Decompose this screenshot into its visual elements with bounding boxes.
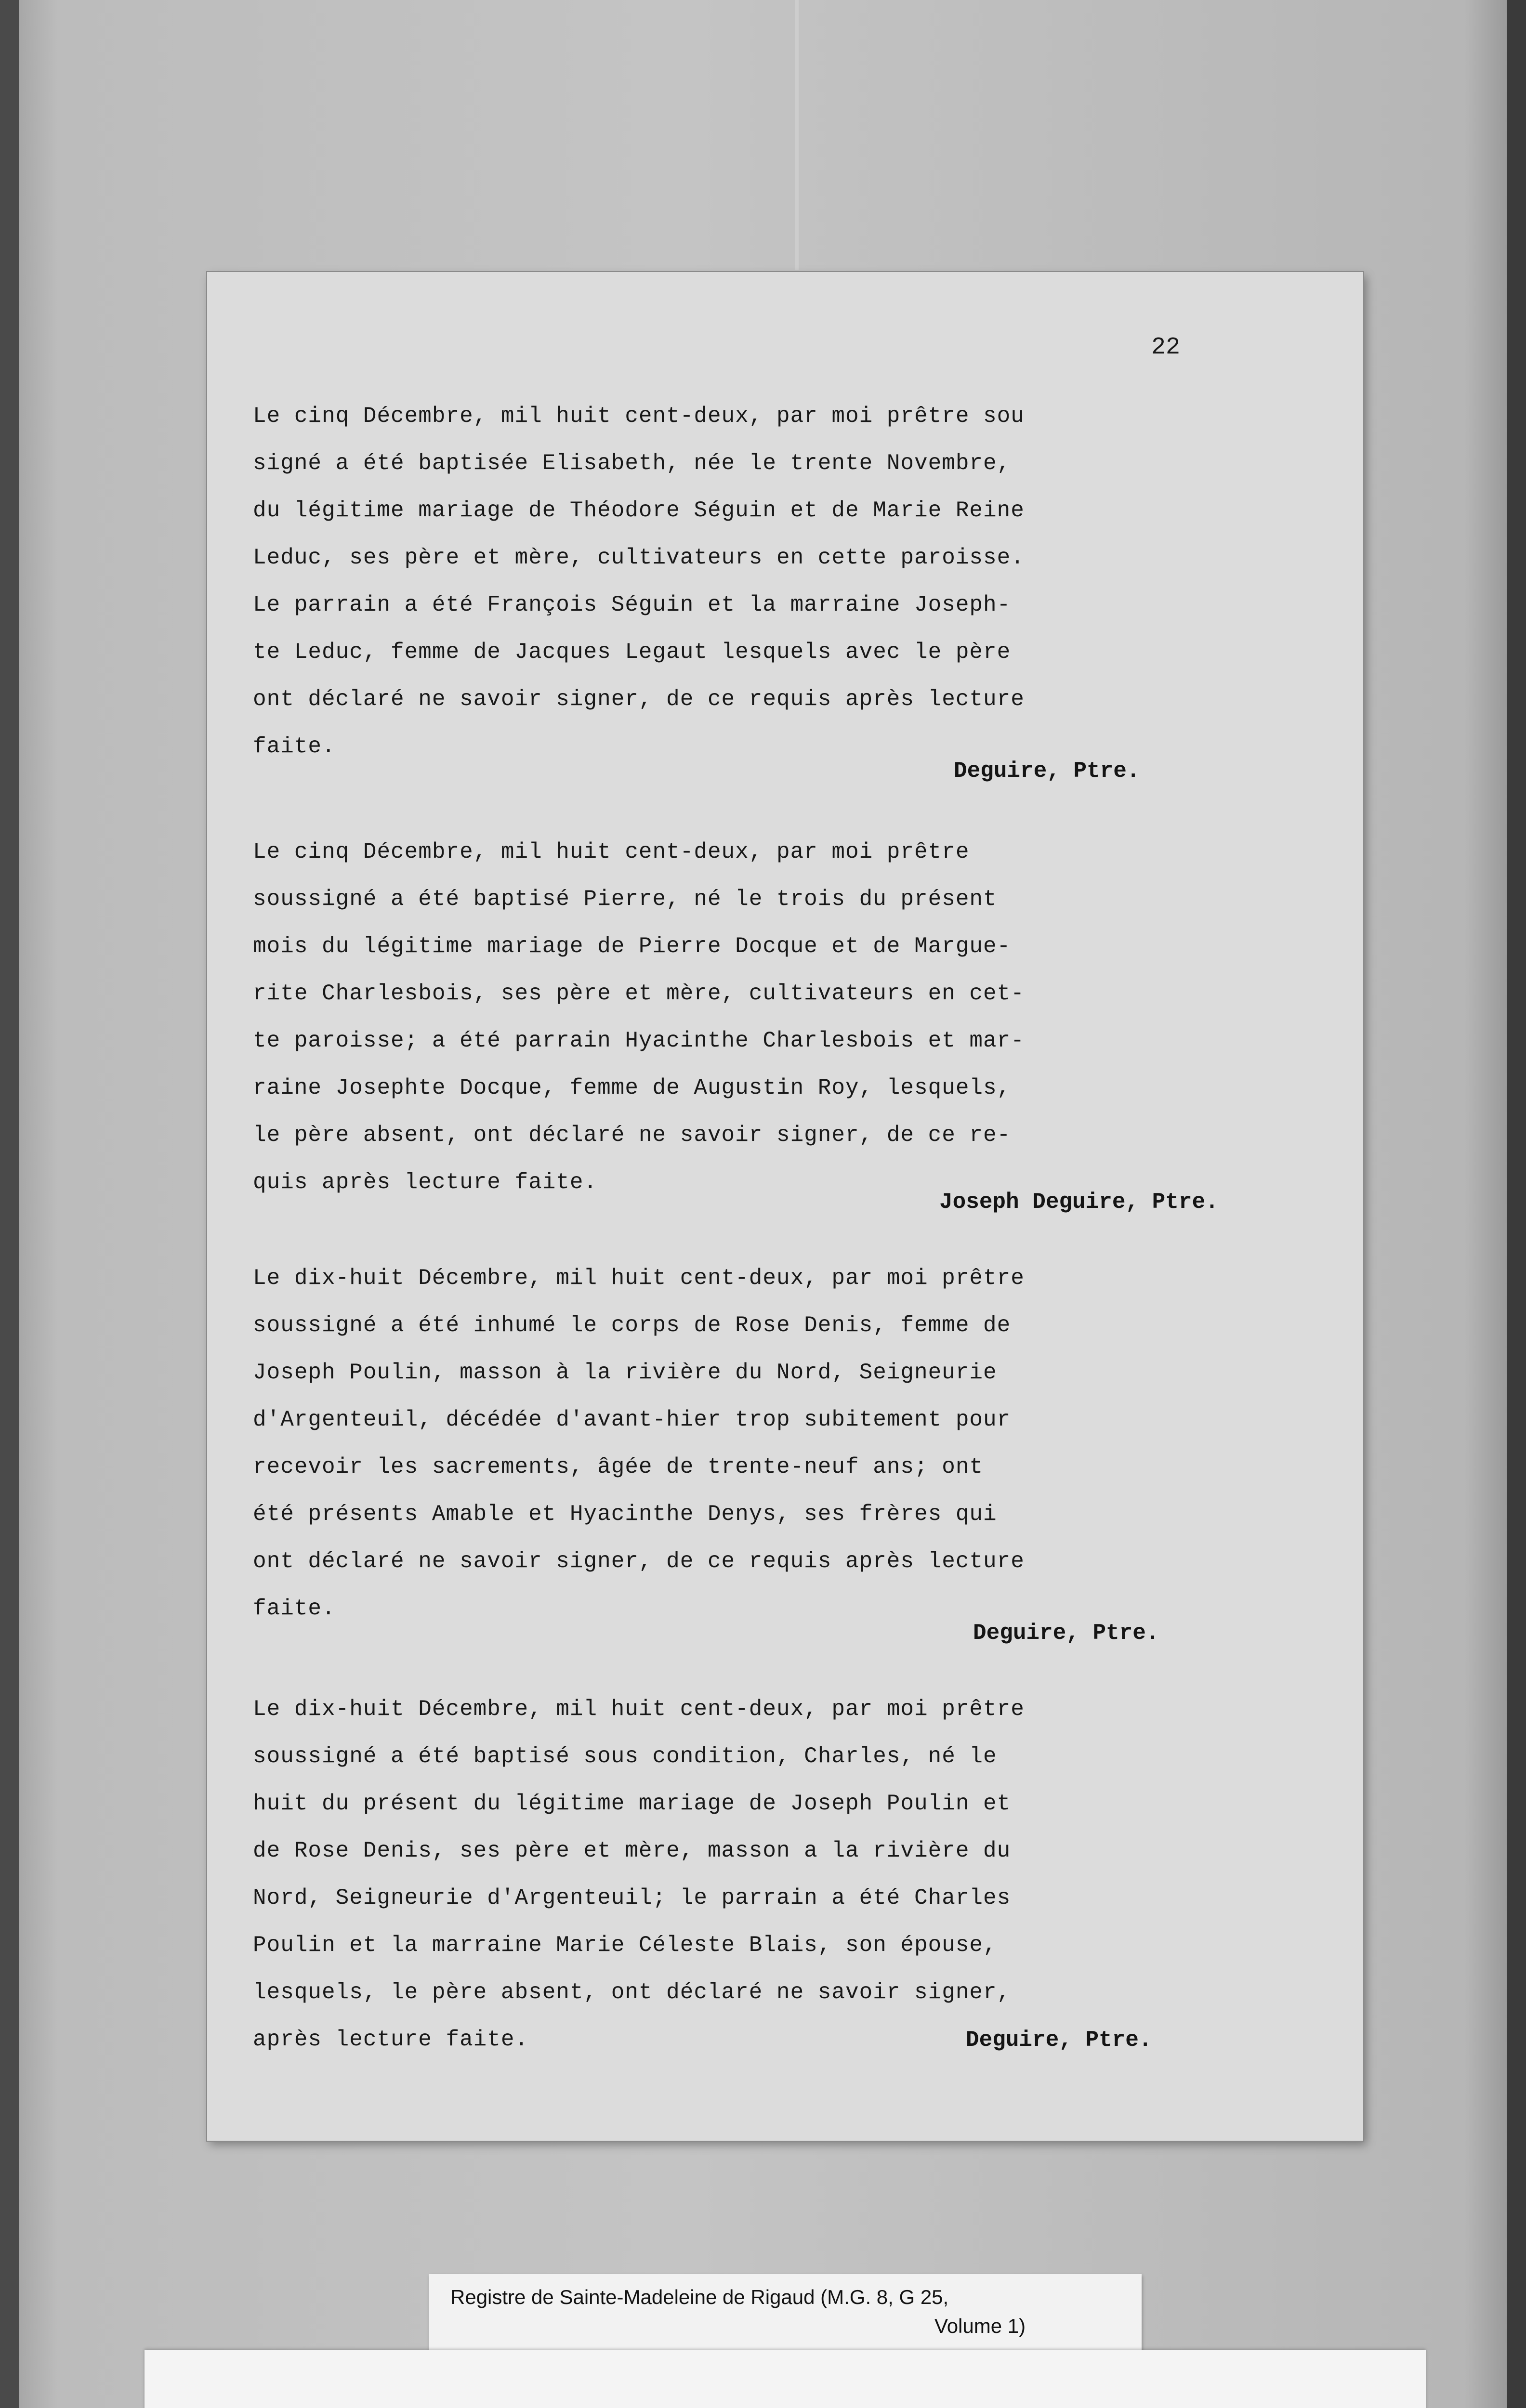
entry-line: signé a été baptisée Elisabeth, née le trente Novembre, (253, 451, 1011, 476)
entry-line: de Rose Denis, ses père et mère, masson a la rivière du (253, 1838, 1011, 1863)
priest-signature: Deguire, Ptre. (966, 2028, 1152, 2053)
entry-line: le père absent, ont déclaré ne savoir signer, de ce re- (253, 1123, 1011, 1148)
entry-line: Le dix-huit Décembre, mil huit cent-deux, par moi prêtre (253, 1697, 1025, 1722)
caption-line-1: Registre de Sainte-Madeleine de Rigaud (M.G. 8, G 25, (450, 2286, 949, 2308)
entry-line: Leduc, ses père et mère, cultivateurs en cette paroisse. (253, 545, 1025, 570)
entry-line: faite. (253, 734, 336, 759)
page-number: 22 (1151, 334, 1181, 361)
entry-line: soussigné a été inhumé le corps de Rose Denis, femme de (253, 1313, 1011, 1338)
entry-line: soussigné a été baptisé sous condition, Charles, né le (253, 1744, 997, 1769)
entry-line: rite Charlesbois, ses père et mère, cultivateurs en cet- (253, 981, 1025, 1006)
entry-line: raine Josephte Docque, femme de Augustin Roy, lesquels, (253, 1075, 1011, 1100)
entry-line: après lecture faite. (253, 2027, 529, 2052)
entry-line: quis après lecture faite. (253, 1170, 598, 1195)
entry-line: Le cinq Décembre, mil huit cent-deux, par moi prêtre sou (253, 404, 1025, 429)
entry-line: Le parrain a été François Séguin et la marraine Joseph- (253, 592, 1011, 617)
entry-line: Le cinq Décembre, mil huit cent-deux, par moi prêtre (253, 839, 970, 864)
film-seam (795, 0, 799, 270)
priest-signature: Deguire, Ptre. (973, 1621, 1159, 1646)
entry-line: te paroisse; a été parrain Hyacinthe Charlesbois et mar- (253, 1028, 1025, 1053)
film-edge-right (1507, 0, 1526, 2408)
entry-line: Nord, Seigneurie d'Argenteuil; le parrain a été Charles (253, 1885, 1011, 1911)
entry-line: soussigné a été baptisé Pierre, né le trois du présent (253, 887, 997, 912)
entry-line: lesquels, le père absent, ont déclaré ne savoir signer, (253, 1980, 1011, 2005)
register-entry (253, 393, 1274, 770)
priest-signature: Joseph Deguire, Ptre. (939, 1190, 1219, 1215)
entry-line: Joseph Poulin, masson à la rivière du Nord, Seigneurie (253, 1360, 997, 1385)
entry-line: d'Argenteuil, décédée d'avant-hier trop subitement pour (253, 1407, 1011, 1432)
entry-line: Poulin et la marraine Marie Céleste Blais, son épouse, (253, 1933, 997, 1958)
register-caption-label (429, 2274, 1142, 2351)
entry-line: ont déclaré ne savoir signer, de ce requis après lecture (253, 687, 1025, 712)
register-page (207, 272, 1363, 2141)
film-edge-left (0, 0, 19, 2408)
entry-line: mois du légitime mariage de Pierre Docque et de Margue- (253, 934, 1011, 959)
entry-line: été présents Amable et Hyacinthe Denys, ses frères qui (253, 1502, 997, 1527)
entry-line: faite. (253, 1596, 336, 1621)
entry-line: te Leduc, femme de Jacques Legaut lesquels avec le père (253, 640, 1011, 665)
entry-line: ont déclaré ne savoir signer, de ce requis après lecture (253, 1549, 1025, 1574)
priest-signature: Deguire, Ptre. (954, 759, 1140, 784)
public-archives-card (145, 2350, 1426, 2408)
register-entry (253, 1686, 1274, 2016)
register-entry (253, 1255, 1274, 1632)
caption-line-2: Volume 1) (934, 2315, 1026, 2337)
entry-line: Le dix-huit Décembre, mil huit cent-deux, par moi prêtre (253, 1266, 1025, 1291)
register-entry (253, 828, 1274, 1206)
entry-line: huit du présent du légitime mariage de Joseph Poulin et (253, 1791, 1011, 1816)
entry-line: du légitime mariage de Théodore Séguin et de Marie Reine (253, 498, 1025, 523)
entry-line: recevoir les sacrements, âgée de trente-neuf ans; ont (253, 1454, 984, 1479)
